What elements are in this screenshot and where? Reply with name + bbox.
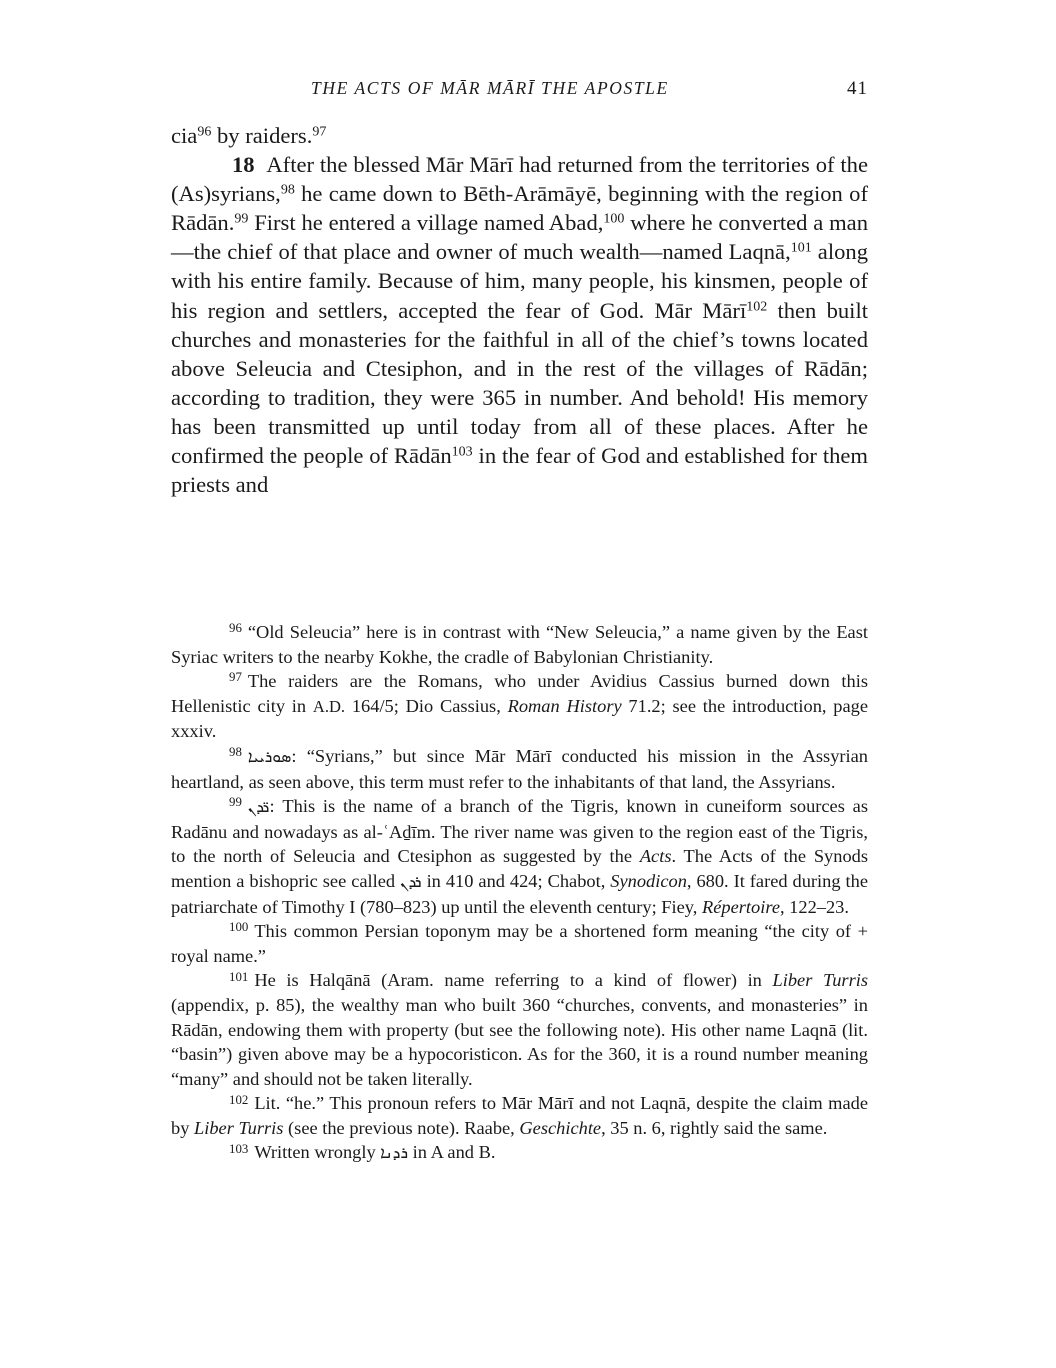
syriac-word: ܪ̈ܕܢ [247, 797, 270, 817]
footnote-ref: 97 [312, 124, 327, 140]
footnote-text: , 35 n. 6, rightly said the same. [601, 1117, 828, 1138]
work-title: Répertoire [702, 896, 780, 917]
footnote-text: . The Acts of the Synods mention a bishopric see called [171, 846, 868, 891]
text-run: by raiders. [211, 123, 313, 148]
footnote-103 [171, 1140, 868, 1166]
work-title: Synodicon [610, 870, 687, 891]
footnote-ref: 101 [790, 240, 812, 256]
footnote-96 [171, 620, 868, 669]
footnote-text: in 410 and 424; Chabot, [421, 870, 611, 891]
footnote-number: 97 [229, 670, 242, 685]
era-abbrev: A.D. [312, 696, 346, 716]
footnote-ref: 103 [451, 444, 473, 460]
footnote-text: This common Persian toponym may be a shortened form meaning “the city of + royal name.” [171, 921, 868, 966]
footnote-number: 103 [229, 1141, 249, 1156]
footnote-text: in A and B. [408, 1142, 496, 1163]
footnote-text: : This is the name of a branch of the Tigris, known in cuneiform sources as Radānu and nowadays as al-ʿAḏīm. The river name was given to the region east of the Tigris, to the north of Seleucia and Ctesiphon as suggested by the [171, 796, 868, 867]
work-title: Liber Turris [772, 970, 868, 991]
footnote-text: (appendix, p. 85), the wealthy man who built 360 “churches, convents, and monasteries” in Rādān, endowing them with property (but see the following note). His other name Laqnā (lit. “basin”) given above may be a hypocoristicon. As for the 360, it is a round number meaning “many” and should not be taken literally. [171, 994, 868, 1089]
footnote-number: 100 [229, 920, 249, 935]
text-run: in the fear of God and established for them priests and [171, 443, 868, 498]
footnote-99 [171, 794, 868, 919]
text-run: After the blessed Mār Mārī had returned from the territories of the (As)syrians, [171, 152, 869, 207]
body-text [171, 121, 868, 499]
footnote-text: (see the previous note). Raabe, [283, 1117, 520, 1138]
footnote-ref: 98 [280, 182, 295, 198]
footnote-ref: 100 [603, 211, 625, 227]
syriac-word: ܪܕܢ [400, 871, 422, 891]
footnote-text: 71.2; see the introduction, page xxxiv. [171, 695, 869, 742]
footnote-text: Lit. “he.” This pronoun refers to Mār Mārī and not Laqnā, despite the claim made by [171, 1093, 868, 1138]
paragraph-number: 18 [232, 152, 255, 178]
footnote-number: 102 [229, 1092, 249, 1107]
work-title: Acts [639, 846, 672, 867]
work-title: Roman History [507, 695, 622, 716]
footnote-98 [171, 744, 868, 794]
footnote-text: , 122–23. [779, 896, 849, 917]
page-number: 41 [847, 78, 868, 99]
footnote-text: : “Syrians,” but since Mār Mārī conducted his mission in the Assyrian heartland, as seen above, this term must refer to the inhabitants of that land, the Assyrians. [171, 745, 868, 792]
footnote-text: The raiders are the Romans, who under Avidius Cassius burned down this Hellenistic city in [171, 671, 868, 716]
footnote-ref: 102 [746, 298, 768, 314]
footnote-100 [171, 919, 868, 968]
text-run: First he entered a village named Abad, [248, 210, 604, 236]
footnote-text: Written wrongly [254, 1142, 381, 1163]
footnote-text: “Old Seleucia” here is in contrast with “New Seleucia,” a name given by the East Syriac writers to the nearby Kokhe, the cradle of Babylonian Christianity. [171, 622, 868, 667]
continuation-paragraph [171, 121, 868, 150]
footnote-ref: 96 [197, 124, 212, 140]
text-run: he came down to Bēth-Arāmāyē, beginning with the region of Rādān. [171, 181, 868, 236]
footnote-number: 101 [229, 969, 249, 984]
work-title: Liber Turris [194, 1117, 284, 1138]
footnote-number: 96 [229, 621, 242, 636]
footnote-text: He is Halqānā (Aram. name referring to a kind of flower) in [254, 970, 773, 991]
footnote-number: 99 [229, 795, 242, 810]
footnote-102 [171, 1091, 868, 1140]
footnotes [171, 620, 868, 1166]
footnote-text: 164/5; Dio Cassius, [345, 695, 508, 716]
paragraph-18 [171, 150, 868, 499]
footnote-97 [171, 669, 868, 744]
syriac-word: ܪܕܢܐ [380, 1143, 409, 1163]
syriac-word: ܣܘܪܝܝܐ [247, 746, 292, 766]
text-run: then built churches and monasteries for the faithful in all of the chief’s towns located above Seleucia and Ctesiphon, and in the rest of the villages of Rādān; according to tradition, they were 365 in number. And behold! His memory has been transmitted up until today from all of these places. After he confirmed the people of Rādān [171, 297, 869, 469]
running-head: THE ACTS OF MĀR MĀRĪ THE APOSTLE [311, 78, 669, 98]
text-run: where he converted a man—the chief of that place and owner of much wealth—named Laqnā, [171, 210, 869, 265]
text-run: along with his entire family. Because of him, many people, his kinsmen, people of his region and settlers, accepted the fear of God. Mār Mārī [171, 239, 868, 323]
page-header [171, 78, 868, 102]
footnote-ref: 99 [234, 211, 249, 227]
text-run: cia [171, 123, 198, 148]
footnote-101 [171, 968, 868, 1091]
footnote-text: , 680. It fared during the patriarchate of Timothy I (780–823) up until the eleventh century; Fiey, [171, 870, 868, 917]
work-title: Geschichte [519, 1117, 602, 1138]
footnote-number: 98 [229, 745, 242, 760]
